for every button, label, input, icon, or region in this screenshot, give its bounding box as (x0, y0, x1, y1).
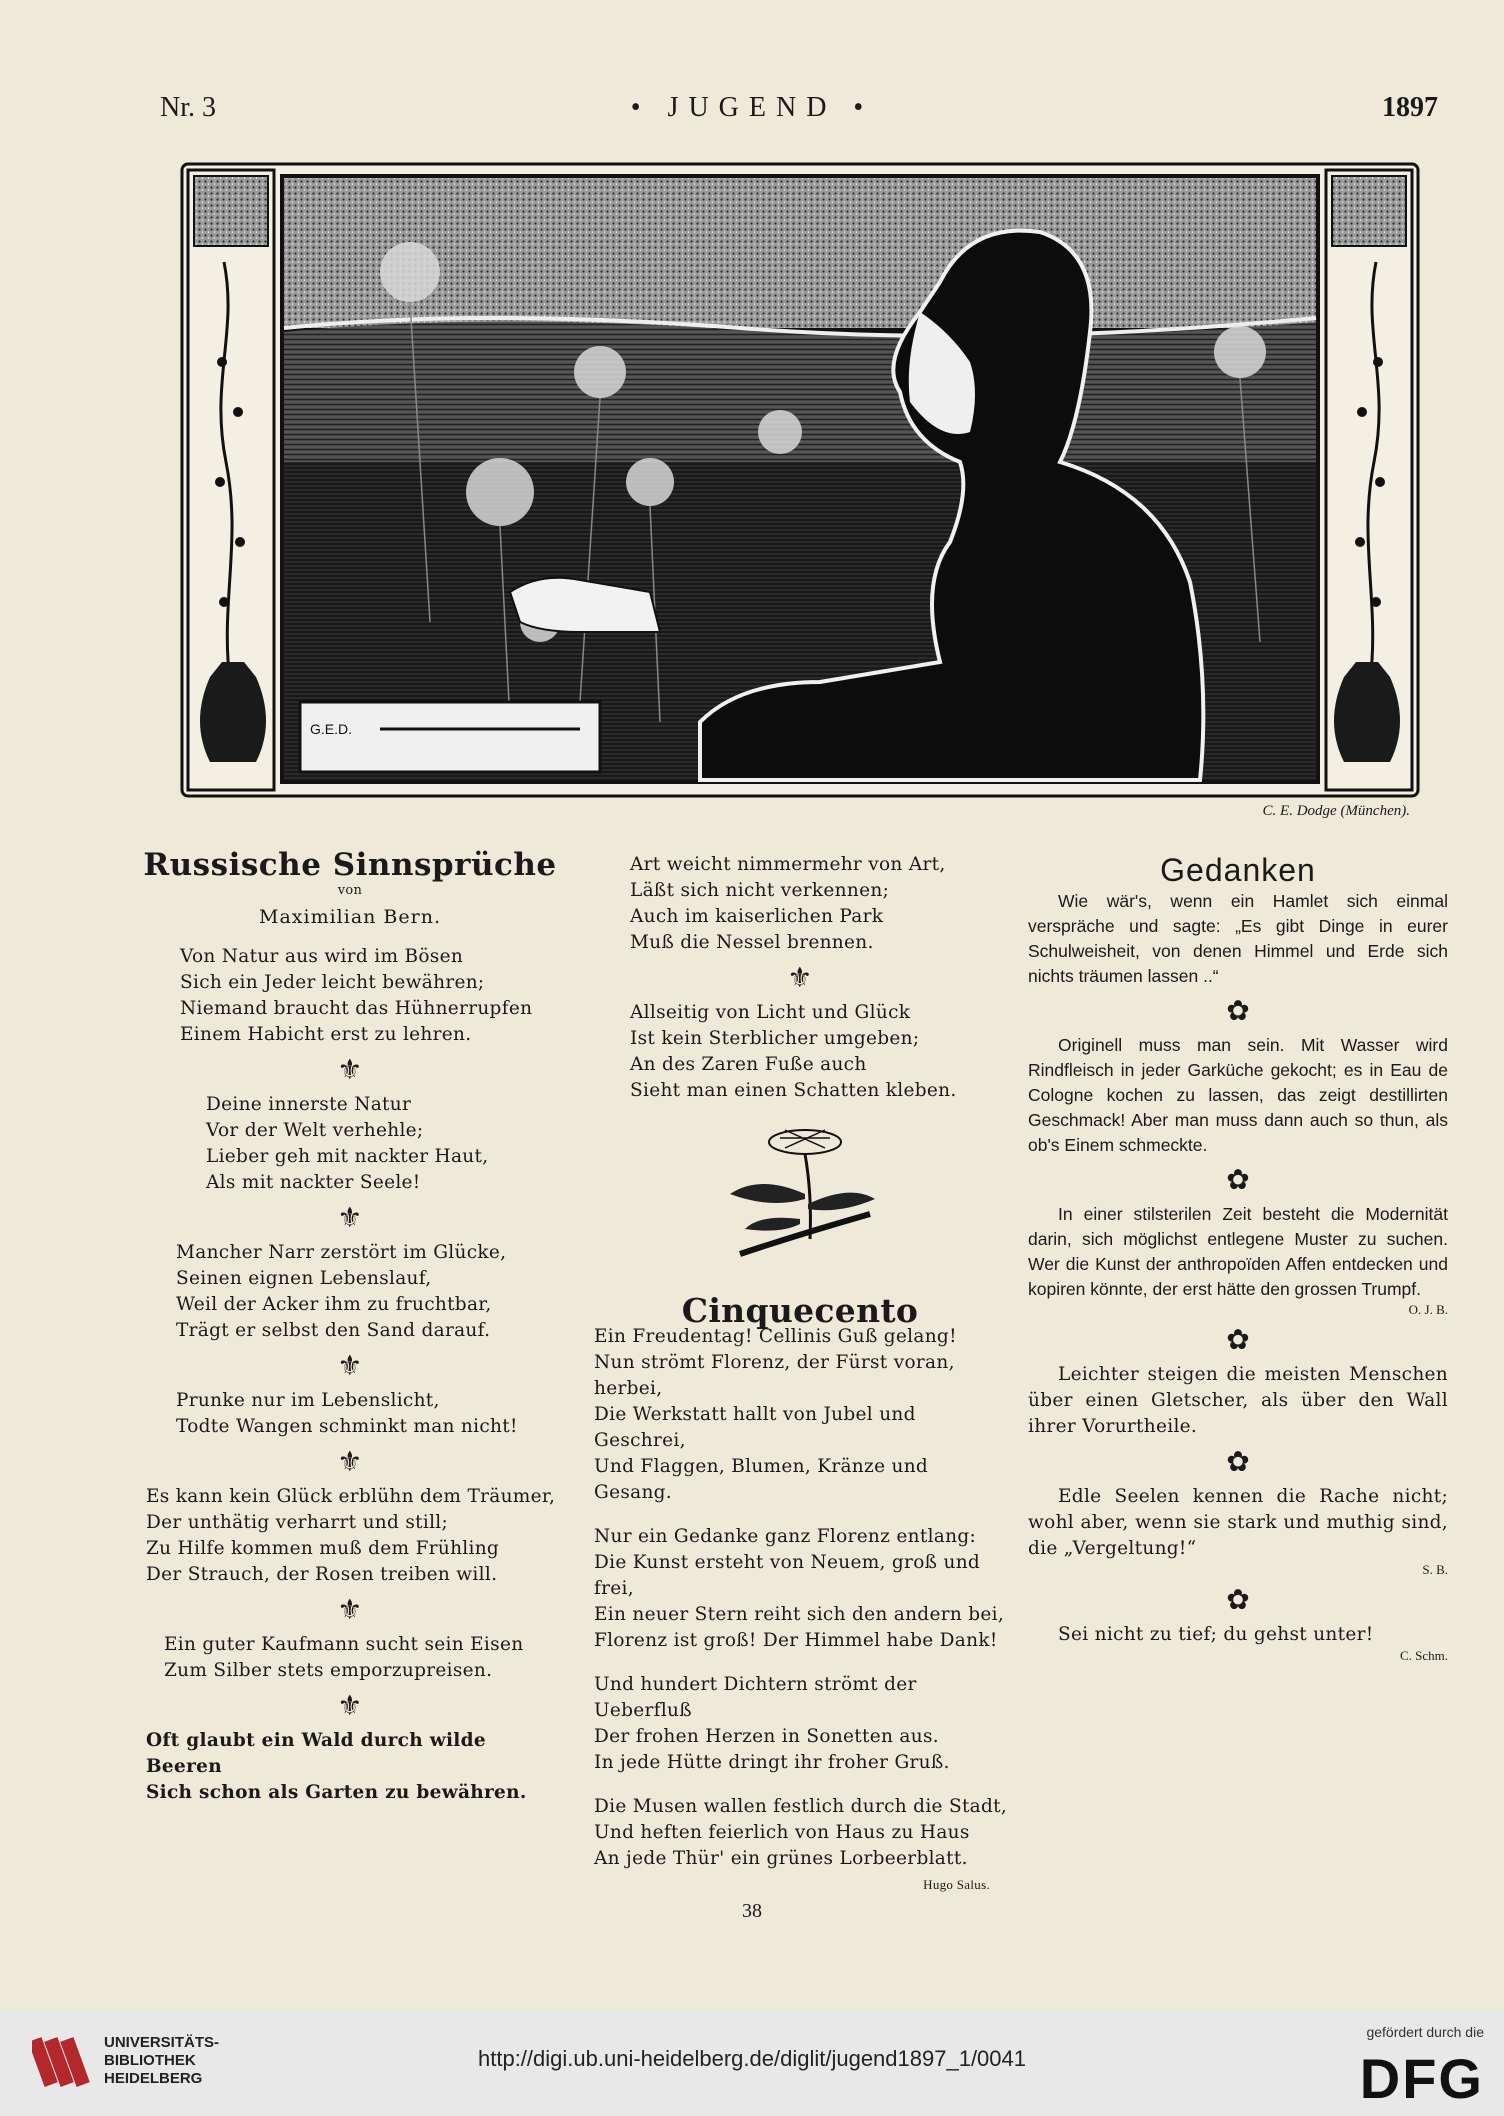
stanza (590, 1794, 1010, 1872)
ornament-icon: ✿ (1226, 1584, 1250, 1615)
illustration-credit: C. E. Dodge (München). (1262, 803, 1410, 819)
aphorism: Sei nicht zu tief; du gehst unter! (1058, 1624, 1374, 1645)
stanza (140, 1632, 560, 1684)
ornament-icon: ✿ (1226, 1324, 1250, 1355)
verse-line: Niemand braucht das Hühnerrupfen (180, 998, 533, 1019)
verse-line: Ein neuer Stern reiht sich den andern bei, (594, 1604, 1005, 1625)
verse-line: Die Werkstatt hallt von Jubel und Geschrei, (594, 1404, 916, 1451)
verse-line: Weil der Acker ihm zu fruchtbar, (176, 1294, 492, 1315)
poem-title: Russische Sinnsprüche (143, 847, 557, 883)
verse-line: Der Strauch, der Rosen treiben will. (146, 1564, 498, 1585)
library-name-line: HEIDELBERG (104, 2070, 203, 2087)
verse-line: Trägt er selbst den Sand darauf. (176, 1320, 491, 1341)
verse-line: Sich schon als Garten zu bewähren. (146, 1782, 527, 1803)
verse-line: Muß die Nessel brennen. (630, 932, 874, 953)
library-name-line: BIBLIOTHEK (104, 2052, 196, 2069)
aphorism-signature: O. J. B. (1408, 1302, 1448, 1317)
verse-line: Der unthätig verharrt und still; (146, 1512, 449, 1533)
verse-line: Ist kein Sterblicher umgeben; (630, 1028, 920, 1049)
ornament-icon: ✿ (1226, 1164, 1250, 1195)
fleuron-icon: ⚜ (337, 1445, 363, 1478)
fleuron-icon: ⚜ (337, 1593, 363, 1626)
issue-number: Nr. 3 (160, 92, 216, 123)
aphorism: In einer stilsterilen Zeit besteht die Modernität darin, sich möglichst entlegene Muster zu suchen. Wer die Kunst der anthropoïden Affen entdecken und kopiren könnte, der erst hätte den grossen Trumpf. (1028, 1204, 1448, 1299)
verse-line: Lieber geh mit nackter Haut, (206, 1146, 489, 1167)
verse-line: Auch im kaiserlichen Park (630, 906, 884, 927)
page-number: 38 (742, 1900, 762, 1922)
aphorism: Wie wär's, wenn ein Hamlet sich einmal verspräche und sagte: „Es gibt Dinge in eurer Schulweisheit, von denen Himmel und Erde sich nichts träumen lassen ..“ (1028, 891, 1448, 986)
stanza (590, 1672, 1010, 1776)
verse-line: Art weicht nimmermehr von Art, (630, 854, 946, 875)
section-title: Gedanken (1160, 852, 1316, 888)
verse-line: Von Natur aus wird im Bösen (180, 946, 464, 967)
verse-line: Nun strömt Florenz, der Fürst voran, herbei, (594, 1352, 955, 1399)
stanza (590, 1524, 1010, 1654)
stanza (590, 1000, 1010, 1104)
verse-line: Sich ein Jeder leicht bewähren; (180, 972, 485, 993)
aphorism: Edle Seelen kennen die Rache nicht; wohl aber, wenn sie stark und muthig sind, die „Vergeltung!“ (1028, 1486, 1448, 1559)
ornament-icon: ✿ (1226, 995, 1250, 1026)
dfg-logo: DFG (1359, 2047, 1484, 2110)
column-russische-sinnsprueche (140, 847, 560, 1806)
ornament-icon: ✿ (1226, 1446, 1250, 1477)
aphorism-signature: S. B. (1422, 1562, 1448, 1577)
permalink-url[interactable]: http://digi.ub.uni-heidelberg.de/diglit/jugend1897_1/0041 (478, 2046, 1026, 2071)
poem-title-cinquecento: Cinquecento (681, 1291, 919, 1330)
monogram: G.E.D. (310, 721, 353, 737)
verse-line: Die Kunst ersteht von Neuem, groß und frei, (594, 1552, 981, 1599)
funding-note: gefördert durch die (1366, 2024, 1484, 2040)
fleuron-icon: ⚜ (337, 1349, 363, 1382)
verse-line: Deine innerste Natur (206, 1094, 412, 1115)
verse-line: Zum Silber stets emporzupreisen. (164, 1660, 493, 1681)
journal-title: • JUGEND • (630, 92, 874, 123)
poem-signature: Hugo Salus. (923, 1877, 990, 1892)
stanza (590, 1324, 1010, 1506)
poem-author: Maximilian Bern. (259, 906, 441, 928)
verse-line: Sieht man einen Schatten kleben. (630, 1080, 957, 1101)
verse-line: Mancher Narr zerstört im Glücke, (176, 1242, 507, 1263)
fleuron-icon: ⚜ (337, 1201, 363, 1234)
verse-line: Und hundert Dichtern strömt der Ueberfluß (594, 1674, 917, 1721)
viewer-footer (0, 2010, 1504, 2116)
stanza (140, 1484, 560, 1588)
verse-line: Oft glaubt ein Wald durch wilde Beeren (146, 1730, 486, 1777)
aphorism: Leichter steigen die meisten Menschen über einen Gletscher, als über den Wall ihrer Vorurtheile. (1028, 1364, 1448, 1437)
library-name-line: UNIVERSITÄTS- (104, 2034, 220, 2051)
column-gedanken (1028, 852, 1448, 1664)
flower-vignette-icon (700, 1114, 900, 1264)
fleuron-icon: ⚜ (337, 1689, 363, 1722)
verse-line: Todte Wangen schminkt man nicht! (176, 1416, 518, 1437)
byline-von: von (337, 883, 363, 898)
year: 1897 (1382, 92, 1438, 123)
verse-line: Seinen eignen Lebenslauf, (176, 1268, 432, 1289)
verse-line: Es kann kein Glück erblühn dem Träumer, (146, 1486, 556, 1507)
art-nouveau-illustration (180, 162, 1420, 798)
stanza (140, 944, 560, 1048)
verse-line: Und Flaggen, Blumen, Kränze und Gesang. (594, 1456, 929, 1503)
verse-line: Ein guter Kaufmann sucht sein Eisen (164, 1634, 524, 1655)
stanza (140, 1728, 560, 1806)
verse-line: In jede Hütte dringt ihr froher Gruß. (594, 1752, 950, 1773)
verse-line: Zu Hilfe kommen muß dem Frühling (146, 1538, 500, 1559)
verse-line: Einem Habicht erst zu lehren. (180, 1024, 472, 1045)
stanza (590, 852, 1010, 956)
stanza (140, 1240, 560, 1344)
verse-line: An jede Thür' ein grünes Lorbeerblatt. (594, 1848, 968, 1869)
verse-line: Läßt sich nicht verkennen; (630, 880, 890, 901)
column-middle (590, 852, 1010, 1898)
verse-line: Die Musen wallen festlich durch die Stadt, (594, 1796, 1008, 1817)
verse-line: Prunke nur im Lebenslicht, (176, 1390, 440, 1411)
verse-line: Als mit nackter Seele! (206, 1172, 421, 1193)
verse-line: Der frohen Herzen in Sonetten aus. (594, 1726, 939, 1747)
stanza (140, 1388, 560, 1440)
fleuron-icon: ⚜ (787, 961, 813, 994)
verse-line: Nur ein Gedanke ganz Florenz entlang: (594, 1526, 977, 1547)
verse-line: Und heften feierlich von Haus zu Haus (594, 1822, 970, 1843)
verse-line: Vor der Welt verhehle; (206, 1120, 424, 1141)
stanza (140, 1092, 560, 1196)
aphorism: Originell muss man sein. Mit Wasser wird Rindfleisch in jeder Garküche gekocht; es in Eau de Cologne kochen zu lassen, das zeigt destillirten Geschmack! Aber man muss dann auch so thun, als ob's Einem schmeckte. (1028, 1035, 1448, 1155)
fleuron-icon: ⚜ (337, 1053, 363, 1086)
verse-line: Ein Freudentag! Cellinis Guß gelang! (594, 1326, 957, 1347)
verse-line: An des Zaren Fuße auch (630, 1054, 867, 1075)
verse-line: Florenz ist groß! Der Himmel habe Dank! (594, 1630, 998, 1651)
aphorism-signature: C. Schm. (1399, 1648, 1448, 1663)
verse-line: Allseitig von Licht und Glück (630, 1002, 911, 1023)
